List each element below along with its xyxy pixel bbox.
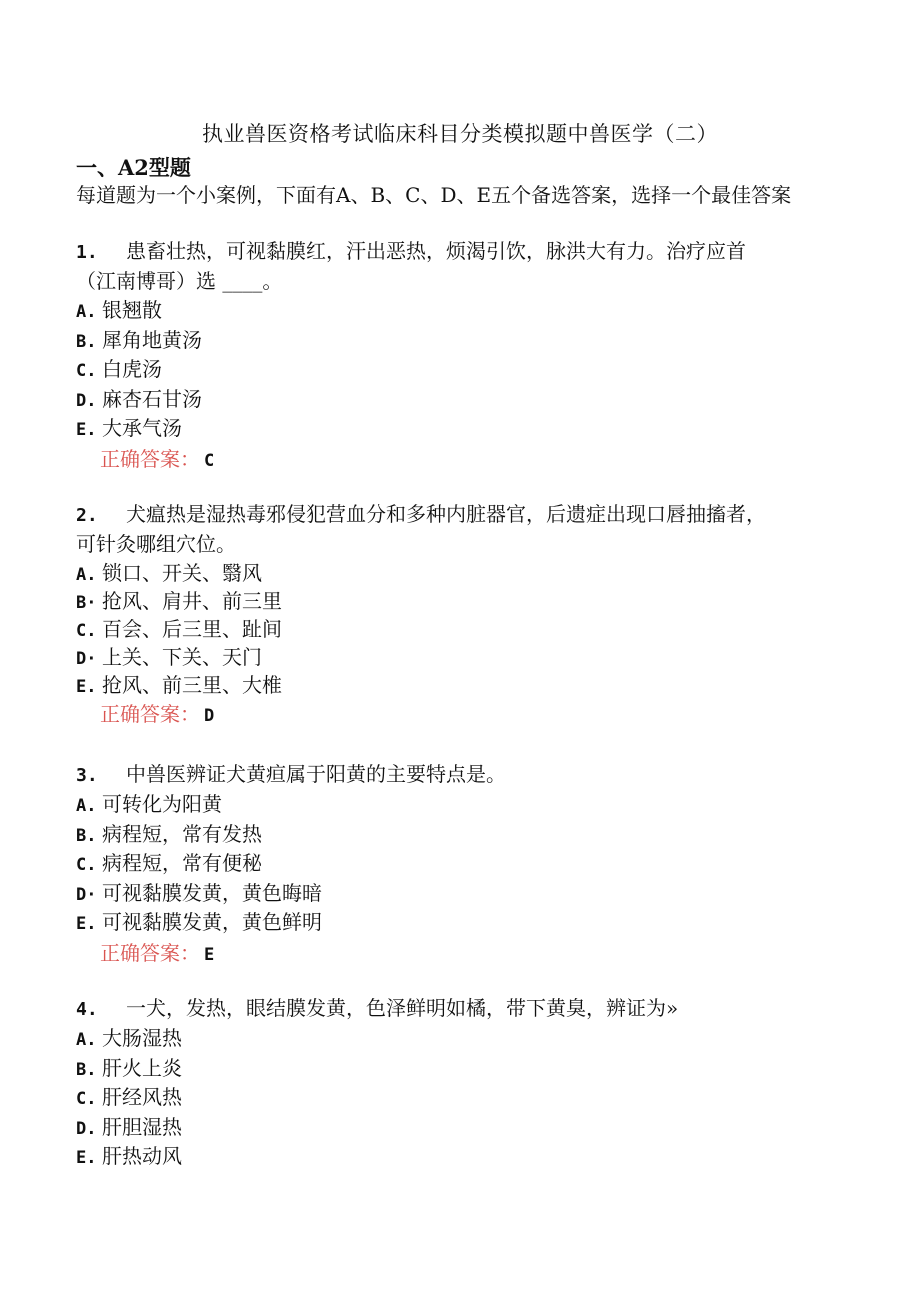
option-a: A. 可转化为阳黄 xyxy=(76,792,222,816)
question-stem xyxy=(76,500,816,530)
option-e: E. 抢风、前三里、大椎 xyxy=(76,673,282,697)
question-1 xyxy=(76,237,816,475)
answer-value: E xyxy=(204,944,215,965)
answer-label: 正确答案： xyxy=(100,702,200,726)
question-text-continued: （江南博哥）选 ____。 xyxy=(76,269,283,293)
option-d: D. 麻杏石甘汤 xyxy=(76,386,202,411)
page-title: 执业兽医资格考试临床科目分类模拟题中兽医学（二） xyxy=(202,122,718,146)
correct-answer xyxy=(100,699,816,730)
answer-label: 正确答案： xyxy=(100,446,200,471)
question-text: 一犬，发热，眼结膜发黄，色泽鲜明如橘，带下黄臭，辨证为» xyxy=(126,996,679,1020)
question-3 xyxy=(76,760,816,969)
option-d: D. 肝胆湿热 xyxy=(76,1114,182,1139)
question-number: 4. xyxy=(76,999,98,1020)
option-d: D· 可视黏膜发黄，黄色晦暗 xyxy=(76,880,322,905)
option-c: C. 百会、后三里、趾间 xyxy=(76,617,282,641)
question-text: 犬瘟热是湿热毒邪侵犯营血分和多种内脏器官，后遗症出现口唇抽搐者， xyxy=(126,502,766,526)
option-a: A. 大肠湿热 xyxy=(76,1026,182,1050)
question-2 xyxy=(76,500,816,730)
question-4 xyxy=(76,994,816,1172)
question-text-continued: 可针灸哪组穴位。 xyxy=(76,532,236,556)
question-number: 1. xyxy=(76,242,98,263)
option-e: E. 肝热动风 xyxy=(76,1144,182,1169)
question-stem xyxy=(76,237,816,267)
option-e: E. 大承气汤 xyxy=(76,416,182,441)
option-b: B· 抢风、肩井、前三里 xyxy=(76,589,282,613)
answer-value: D xyxy=(204,706,215,726)
option-b: B. 病程短，常有发热 xyxy=(76,821,262,846)
question-text: 患畜壮热，可视黏膜红，汗出恶热，烦渴引饮，脉洪大有力。治疗应首 xyxy=(126,239,746,263)
question-number: 2. xyxy=(76,505,98,526)
answer-value: C xyxy=(204,450,215,471)
option-d: D· 上关、下关、天门 xyxy=(76,645,262,669)
option-c: C. 肝经风热 xyxy=(76,1085,182,1110)
option-a: A. 银翘散 xyxy=(76,298,162,322)
option-b: B. 肝火上炎 xyxy=(76,1055,182,1080)
option-a: A. 锁口、开关、翳风 xyxy=(76,561,262,585)
question-stem xyxy=(76,994,816,1024)
option-c: C. 病程短，常有便秘 xyxy=(76,851,262,876)
question-stem xyxy=(76,760,816,790)
answer-label: 正确答案： xyxy=(100,940,200,965)
section-heading: 一、A2型题 xyxy=(76,155,191,180)
question-text: 中兽医辨证犬黄疸属于阳黄的主要特点是。 xyxy=(126,762,506,786)
option-e: E. 可视黏膜发黄，黄色鲜明 xyxy=(76,910,322,935)
option-b: B. 犀角地黄汤 xyxy=(76,327,202,352)
question-number: 3. xyxy=(76,765,98,786)
section-instructions: 每道题为一个小案例，下面有A、B、C、D、E五个备选答案，选择一个最佳答案 xyxy=(76,183,792,207)
correct-answer xyxy=(100,444,816,475)
option-c: C. 白虎汤 xyxy=(76,357,162,382)
correct-answer xyxy=(100,938,816,969)
